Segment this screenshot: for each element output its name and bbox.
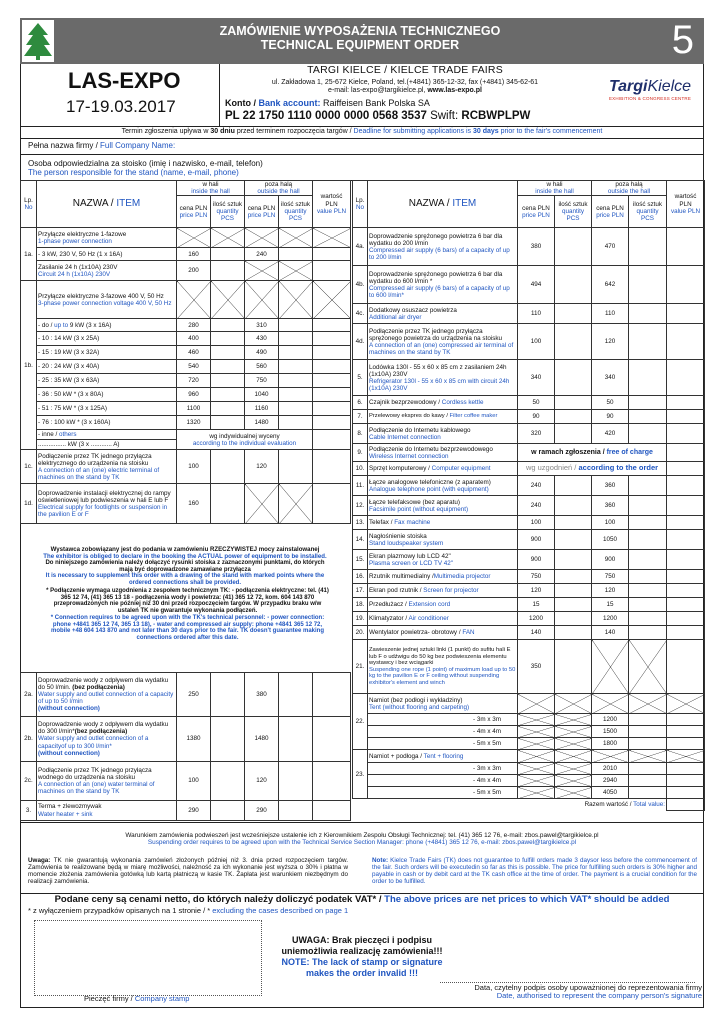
table-row: - 51 : 75 kW * (3 x 125A) 1100 1160: [21, 402, 351, 416]
logo-text-a: Targi: [608, 78, 648, 95]
col-price-out: cena PLN price PLN: [245, 196, 279, 228]
qty-input[interactable]: [555, 304, 592, 324]
col-qty-out: ilość sztuk quantity PCS: [279, 196, 313, 228]
stamp-warning: UWAGA: Brak pieczęci i podpisu uniemożliwia realizację zamówienia!!! NOTE: The lack of stamp or signature makes the order invalid !!!: [281, 935, 443, 978]
value-cell[interactable]: [667, 444, 705, 462]
table-row: - 76 : 100 kW * (3 x 160A) 1320 1480: [21, 416, 351, 430]
qty-input[interactable]: [279, 801, 313, 821]
qty-input[interactable]: [279, 360, 313, 374]
value-cell[interactable]: [313, 416, 351, 430]
value-cell[interactable]: [313, 762, 351, 801]
logo-text-b: Kielce: [647, 78, 692, 95]
form-header: [20, 18, 704, 64]
targi-logo: [600, 78, 700, 101]
table-row: 6. Czajnik bezprzewodowy / Cordless kettle 50 50: [353, 396, 705, 410]
table-row: 16. Rzutnik multimedialny /Multimedia projector 750 750: [353, 570, 705, 584]
qty-input[interactable]: [629, 612, 667, 626]
value-cell[interactable]: [667, 228, 705, 266]
table-row: - 5m x 5m 1800: [353, 738, 705, 750]
qty-input[interactable]: [629, 775, 667, 787]
event-dates: 17-19.03.2017: [66, 97, 176, 116]
table-row: 21. Zawieszenie jednej sztuki linki (1 punkt) do sufitu hali E lub F o udźwigu do 50 kg bez podwieszenia elementu wystawcy i bez wciągarki Suspending one rope (1 point) of maximum load up to 50 kg to the pavilion E or F ceiling without suspending exhibitor's element and winch 350: [353, 640, 705, 694]
col-value: wartość PLN value PLN: [313, 181, 351, 228]
qty-input[interactable]: [279, 450, 313, 484]
col-price-in: cena PLN price PLN: [177, 196, 211, 228]
value-cell[interactable]: [667, 304, 705, 324]
col-inside: w hali inside the hall: [177, 181, 245, 196]
value-cell[interactable]: [667, 324, 705, 360]
table-row: 4d. Podłączenie przez TK jednego przyłącza sprężonego powietrza do urządzenia na stoisku A connection of an (one) compressed air terminal of machines on the stand by TK 100 120: [353, 324, 705, 360]
qty-input[interactable]: [629, 738, 667, 750]
qty-input[interactable]: [555, 530, 592, 550]
value-cell[interactable]: [667, 410, 705, 424]
swift-code: RCBWPLPW: [461, 110, 531, 122]
table-row: 4a. Doprowadzenie sprężonego powietrza 6 bar dla wydatku do 200 l/min Compressed air supply (6 bars) of a capacity of up to 200 l/min 380 470: [353, 228, 705, 266]
qty-input[interactable]: [629, 530, 667, 550]
table-row: - 3 kW, 230 V, 50 Hz (1 x 16A) 160 240: [21, 248, 351, 261]
qty-input[interactable]: [211, 402, 245, 416]
value-cell[interactable]: [667, 266, 705, 304]
qty-input[interactable]: [211, 261, 245, 281]
table-row: 1b. Przyłącze elektryczne 3-fazowe 400 V, 50 Hz 3-phase power connection voltage 400 V, 50 Hz: [21, 281, 351, 319]
qty-input[interactable]: [555, 612, 592, 626]
form-number: 5: [671, 18, 694, 62]
total-value-cell[interactable]: [667, 799, 705, 811]
table-row: 10. Sprzęt komputerowy / Computer equipment wg uzgodnień / according to the order: [353, 462, 705, 476]
qty-input[interactable]: [555, 410, 592, 424]
table-row: 8. Podłączenie do Internetu kablowego Cable Internet connection 320 420: [353, 424, 705, 444]
value-cell[interactable]: [313, 332, 351, 346]
value-cell[interactable]: [667, 598, 705, 612]
table-row: 17. Ekran pod rzutnik / Screen for projector 120 120: [353, 584, 705, 598]
qty-input[interactable]: [279, 248, 313, 261]
qty-input[interactable]: [211, 717, 245, 762]
value-cell[interactable]: [667, 714, 705, 726]
table-row: 20. Wentylator powietrza- obrotowy / FAN 140 140: [353, 626, 705, 640]
qty-input[interactable]: [629, 396, 667, 410]
qty-input[interactable]: [555, 550, 592, 570]
qty-input[interactable]: [629, 228, 667, 266]
value-cell[interactable]: [667, 626, 705, 640]
value-cell[interactable]: [667, 476, 705, 496]
table-row: 2a. Doprowadzenie wody z odpływem dla wydatku do 50 l/min. (bez podłączenia) Water supply and outlet connection of a capacity of up to 50 l/min (without connection) 250 380: [21, 673, 351, 717]
table-row: 7. Przelewowy ekspres do kawy / Filter coffee maker 90 90: [353, 410, 705, 424]
company-name-field[interactable]: Pełna nazwa firmy / Full Company Name:: [28, 141, 176, 150]
col-outside: poza halą outside the hall: [245, 181, 313, 196]
suspension-note: Warunkiem zamówienia podwieszeń jest wcześniejsze ustalenie ich z Kierownikiem Zespołu Obsługi Technicznej: tel. (41) 365 12 76, e-mail: zbos.pawel@targikielce.pl Suspending order requires to be agreed upon with the Technical Service Section Manager: phone (+4841) 365 12 76, e-mail: zbos.pawel@targikielce.pl: [125, 832, 599, 847]
tree-logo: [22, 20, 54, 62]
qty-input[interactable]: [211, 319, 245, 332]
qty-input[interactable]: [555, 626, 592, 640]
table-row: 18. Przedłużacz / Extension cord 15 15: [353, 598, 705, 612]
value-cell[interactable]: [667, 775, 705, 787]
value-cell[interactable]: [313, 346, 351, 360]
qty-input[interactable]: [279, 402, 313, 416]
table-row: - 15 : 19 kW (3 x 32A) 460 490: [21, 346, 351, 360]
value-cell[interactable]: [313, 360, 351, 374]
table-row: 13. Telefax / Fax machine 100 100: [353, 516, 705, 530]
table-row: 1a. Przyłącze elektryczne 1-fazowe 1-phase power connection: [21, 228, 351, 248]
qty-input[interactable]: [211, 332, 245, 346]
other-power-input[interactable]: ................ kW (3 x ............ A): [37, 440, 177, 450]
bank-label-pl: Konto /: [225, 98, 259, 108]
qty-input[interactable]: [211, 248, 245, 261]
col-qty-in: ilość sztuk quantity PCS: [211, 196, 245, 228]
table-row: 2b. Doprowadzenie wody z odpływem dla wydatku do 300 l/min*(bez podłączenia) Water supply and outlet connection of a capacityof up to 300 l/min* (without connection) 1380 1480: [21, 717, 351, 762]
org-name: TARGI KIELCE / KIELCE TRADE FAIRS: [307, 64, 503, 76]
value-cell[interactable]: [667, 530, 705, 550]
qty-input[interactable]: [629, 714, 667, 726]
table-row: 5. Lodówka 130l - 55 x 60 x 85 cm z zasilaniem 24h (1x10A) 230V Refrigerator 130l - 55 x 60 x 85 cm with circuit 24h (1x10A) 230V 340 340: [353, 360, 705, 396]
value-cell[interactable]: [667, 612, 705, 626]
value-cell[interactable]: [313, 402, 351, 416]
bank-label-en: Bank account:: [258, 98, 321, 108]
org-email: e-mail: las-expo@targikielce.pl,: [328, 86, 428, 94]
qty-input[interactable]: [279, 374, 313, 388]
qty-input[interactable]: [629, 726, 667, 738]
value-cell[interactable]: [313, 450, 351, 484]
qty-input[interactable]: [629, 516, 667, 530]
logo-tagline: EXHIBITION & CONGRESS CENTRE: [608, 95, 692, 101]
table-row: 11. Łącze analogowe telefoniczne (z aparatem) Analogue telephone point (with equipment) 240 360: [353, 476, 705, 496]
table-row: 1d. Doprowadzenie instalacji elektrycznej do rampy oświetleniowej lub podwieszenia w hali E lub F Electrical supply for footlights or suspension in the pavilion E or F 160: [21, 484, 351, 524]
value-cell[interactable]: [313, 430, 351, 450]
value-cell[interactable]: [313, 673, 351, 717]
qty-input[interactable]: [555, 516, 592, 530]
left-water-table: [20, 672, 351, 821]
qty-input[interactable]: [555, 396, 592, 410]
value-cell[interactable]: [667, 550, 705, 570]
table-row: 4c. Dodatkowy osuszacz powietrza Additional air dryer 110 110: [353, 304, 705, 324]
table-row: - 25 : 35 kW (3 x 63A) 720 750: [21, 374, 351, 388]
table-row: - 5m x 5m 4050: [353, 787, 705, 799]
qty-input[interactable]: [279, 762, 313, 801]
qty-input[interactable]: [629, 584, 667, 598]
qty-input[interactable]: [211, 388, 245, 402]
left-items-table: [20, 180, 351, 524]
right-items-table: Lp. No NAZWA / ITEM w hali inside the hall poza halą outside the hall wartość PLN value PLN cena PLN price PLN ilość sztuk quantity PCS cena PLN price PLN ilość sztuk quantity PCS 4a. Doprowadzenie sprężonego powietrza 6 bar dla wydatku do 200 l/min Compressed air supply (6 bars) of a capacity of up to 200 l/min 380 470 4b. Doprowadzenie sprężonego powietrza 6 bar dla wydatku do 600 l/min * Compressed air supply (6 bars) of a capacity of up to 600 l/min* 494 642 4c. Dodatkowy osuszacz powietrza Additional air dryer 110 110 4d. Podłączenie przez TK jednego przyłącza sprężonego powietrza do urządzenia na stoisku A connection of an (one) compressed air terminal of machines on the stand by TK 100 120 5. Lodówka 130l - 55 x 60 x 85 cm z zasilaniem 24h (1x10A) 230V Refrigerator 130l - 55 x 60 x 85 cm with circuit 24h (1x10A) 230V 340 340 6. Czajnik bezprzewodowy / Cordless kettle 50 50 7. Przelewowy ekspres do kawy / Filter coffee maker 90 90 8. Podłączenie do Internetu kablowego Cable Internet connection 320 420 9. Podłączenie do Internetu bezprzewodowego Wireless Internet connection w ramach zgłoszenia / free of charge 10. Sprzęt komputerowy / Computer equipment wg uzgodnień / according to the order 11. Łącze analogowe telefoniczne (z aparatem) Analogue telephone point (with equipment) 240 360 12. Łącze telefaksowe (bez aparatu) Facsimile point (without equipment) 240 360 13. Telefax / Fax machine 100 100 14. Nagłośnienie stoiska Stand loudspeaker system 900 1050 15. Ekran plazmowy lub LCD 42" Plasma screen or LCD TV 42" 900 900 16. Rzutnik multimedialny /Multimedia projector 750 750 17. Ekran pod rzutnik / Screen for projector 120 120 18. Przedłużacz / Extension cord 15 15 19. Klimatyzator / Air conditioner 1200 1200 20. Wentylator powietrza- obrotowy / FAN 140 140 21. Zawieszenie jednej sztuki linki (1 punkt) do sufitu hali E lub F o udźwigu do 50 kg bez podwieszenia elementu wystawcy i bez wciągarki Suspending one rope (1 point) of maximum load up to 50 kg to the pavilion E or F ceiling without suspending exhibitor's element and winch 350 22. Namiot (bez podłogi i wykładziny) Tent (without flooring and carpeting) - 3m x 3m 1200 - 4m x 4m 1500 - 5m x 5m 1800 23. Namiot + podłoga / Tent + flooring - 3m x 3m 2010 - 4m x 4m 2940 - 5m x 5m 4050 Razem wartość / Total value:: [352, 180, 705, 811]
qty-input[interactable]: [279, 388, 313, 402]
value-cell[interactable]: [313, 261, 351, 281]
title-pl: ZAMÓWIENIE WYPOSAŻENIA TECHNICZNEGO: [219, 24, 501, 38]
table-row: Zasilanie 24 h (1x10A) 230V Circuit 24 h (1x10A) 230V 200: [21, 261, 351, 281]
table-row: - 3m x 3m 2010: [353, 763, 705, 775]
qty-input[interactable]: [629, 787, 667, 799]
org-address: ul. Zakładowa 1, 25-672 Kielce, Poland, tel.(+4841) 365-12-32, fax (+4841) 345-62-61: [271, 78, 539, 86]
qty-input[interactable]: [629, 496, 667, 516]
table-row: - 20 : 24 kW (3 x 40A) 540 560: [21, 360, 351, 374]
org-www-link[interactable]: www.las-expo.pl: [427, 86, 482, 94]
table-row: 14. Nagłośnienie stoiska Stand loudspeaker system 900 1050: [353, 530, 705, 550]
value-cell[interactable]: [667, 763, 705, 775]
form-title: [140, 24, 580, 52]
qty-input[interactable]: [629, 304, 667, 324]
drawing-note: Do niniejszego zamówienia należy dołączyć rysunki stoiska z zaznaczonymi punktami, do których mają być doprowadzone zamawiane przyłącza It is necessary to supplement this order with a drawing of the stand with marked points where the ordered connections shall be provided.: [45, 560, 325, 587]
qty-input[interactable]: [555, 496, 592, 516]
table-row: 1c. Podłączenie przez TK jednego przyłącza elektrycznego do urządzenia na stoisku A connection of an (one) electric terminal of machines on the stand by TK 100 120: [21, 450, 351, 484]
late-order-note-pl: Uwaga: TK nie gwarantują wykonania zamówień złożonych później niż 3. dnia przed rozpoczęciem targów. Zamówienia te realizowane będą w miarę możliwości, należność za ich wykonanie jest wyższa o 30% i płatna w momencie złożenia zamówienia gotówką lub kartą płatniczą w kasie TK. Zapłata jest warunkiem niezbędnym do realizacji zamówienia.: [28, 857, 348, 886]
qty-input[interactable]: [629, 424, 667, 444]
table-row: 12. Łącze telefaksowe (bez aparatu) Facsimile point (without equipment) 240 360: [353, 496, 705, 516]
vat-exclusion: * z wyłączeniem przypadków opisanych na 1 stronie / * excluding the cases described on page 1: [28, 906, 349, 915]
value-cell[interactable]: [667, 396, 705, 410]
qty-input[interactable]: [211, 374, 245, 388]
bank-number: PL 22 1750 1110 0000 0000 0568 3537: [225, 110, 427, 122]
value-cell[interactable]: [667, 516, 705, 530]
value-cell[interactable]: [313, 374, 351, 388]
value-cell[interactable]: [667, 424, 705, 444]
value-cell[interactable]: [667, 738, 705, 750]
qty-input[interactable]: [629, 626, 667, 640]
table-row: - 3m x 3m 1200: [353, 714, 705, 726]
vat-note: Podane ceny są cenami netto, do których należy doliczyć podatek VAT* / The above prices are net prices to which VAT* should be added: [54, 894, 670, 905]
table-row: 19. Klimatyzator / Air conditioner 1200 1200: [353, 612, 705, 626]
qty-input[interactable]: [279, 346, 313, 360]
table-row: 22. Namiot (bez podłogi i wykładziny) Tent (without flooring and carpeting): [353, 694, 705, 714]
qty-input[interactable]: [629, 550, 667, 570]
qty-input[interactable]: [629, 763, 667, 775]
value-cell[interactable]: [313, 717, 351, 762]
value-cell[interactable]: [313, 248, 351, 261]
value-cell[interactable]: [667, 360, 705, 396]
qty-input[interactable]: [555, 360, 592, 396]
tree-icon: [22, 20, 54, 62]
value-cell[interactable]: [313, 484, 351, 524]
bank-name: Raiffeisen Bank Polska SA: [320, 98, 430, 108]
col-lp: Lp. No: [21, 181, 37, 228]
qty-input[interactable]: [211, 762, 245, 801]
qty-input[interactable]: [279, 319, 313, 332]
late-order-note-en: Note: Kielce Trade Fairs (TK) does not guarantee to fulfill orders made 3 daysor less before the commencement of the fair. Such orders will be executedin so far as this is possible. The price for fulfilling such orders is 30% higher and payable in cash or by debit card at the TK cash office at the time of order. The payment is a crucial condition for the order to be fulfilled.: [372, 857, 697, 886]
qty-input[interactable]: [555, 584, 592, 598]
qty-input[interactable]: [211, 450, 245, 484]
qty-input[interactable]: [211, 801, 245, 821]
company-stamp-box[interactable]: [34, 920, 262, 996]
table-row: 4b. Doprowadzenie sprężonego powietrza 6 bar dla wydatku do 600 l/min * Compressed air supply (6 bars) of a capacity of up to 600 l/min* 494 642: [353, 266, 705, 304]
company-stamp-label: Pieczęć firmy / Company stamp: [84, 994, 190, 1003]
qty-input[interactable]: [629, 410, 667, 424]
event-box: [20, 64, 220, 126]
qty-input[interactable]: [555, 424, 592, 444]
value-cell[interactable]: [667, 584, 705, 598]
value-cell[interactable]: [313, 388, 351, 402]
table-row: 3. Terma + zlewozmywak Water heater + sink 290 290: [21, 801, 351, 821]
value-cell[interactable]: [313, 801, 351, 821]
qty-input[interactable]: [555, 598, 592, 612]
qty-input[interactable]: [279, 673, 313, 717]
qty-input[interactable]: [211, 673, 245, 717]
qty-input[interactable]: [629, 476, 667, 496]
table-row: - do / up to 9 kW (3 x 16A) 280 310: [21, 319, 351, 332]
value-cell[interactable]: [667, 787, 705, 799]
deadline-line: Termin zgłoszenia upływa w 30 dniu przed terminem rozpoczęcia targów / Deadline for submitting applications is 30 days prior to the fair's commencement: [121, 128, 603, 135]
table-row: 2c. Podłączenie przez TK jednego przyłącza wodnego do urządzenia na stoisku A connection of an (one) water terminal of machines on the stand by TK 100 120: [21, 762, 351, 801]
col-name: NAZWA / ITEM: [37, 181, 177, 228]
table-row: 23. Namiot + podłoga / Tent + flooring: [353, 750, 705, 763]
table-row: - 4m x 4m 2940: [353, 775, 705, 787]
qty-input[interactable]: [279, 416, 313, 430]
qty-input[interactable]: [211, 346, 245, 360]
qty-input[interactable]: [629, 324, 667, 360]
event-name: LAS-EXPO: [68, 68, 181, 93]
swift-label: Swift:: [426, 110, 462, 122]
qty-input[interactable]: [629, 266, 667, 304]
bank-number-line: [225, 110, 530, 123]
qty-input[interactable]: [211, 416, 245, 430]
table-row: - inne / others wg indywidualnej wyceny according to the individual evaluation: [21, 430, 351, 440]
qty-input[interactable]: [279, 332, 313, 346]
qty-input[interactable]: [555, 640, 592, 694]
value-cell[interactable]: [667, 496, 705, 516]
signature-label: Data, czytelny podpis osoby upoważnionej do reprezentowania firmy Date, authorised to represent the company person's signature: [474, 983, 702, 1001]
table-row: - 36 : 50 kW * (3 x 80A) 960 1040: [21, 388, 351, 402]
value-cell[interactable]: [313, 319, 351, 332]
table-row: 9. Podłączenie do Internetu bezprzewodowego Wireless Internet connection w ramach zgłoszenia / free of charge: [353, 444, 705, 462]
org-box: [225, 65, 585, 94]
qty-input[interactable]: [629, 570, 667, 584]
qty-input[interactable]: [629, 360, 667, 396]
bank-line: [225, 98, 430, 108]
power-note: Wystawca zobowiązany jest do podania w zamówieniu RZECZYWISTEJ mocy zainstalowanej The exhibitor is obliged to declare in the booking the ACTUAL power of equipment to be installed.: [43, 546, 327, 560]
table-row: - 4m x 4m 1500: [353, 726, 705, 738]
qty-input[interactable]: [555, 228, 592, 266]
qty-input[interactable]: [555, 476, 592, 496]
qty-input[interactable]: [211, 360, 245, 374]
qty-input[interactable]: [555, 570, 592, 584]
qty-input[interactable]: [279, 717, 313, 762]
qty-input[interactable]: [555, 266, 592, 304]
connection-note: * Podłączenie wymaga uzgodnienia z zespołem technicznym TK: - podłączenia elektryczne: tel. (41) 365 12 74, (41) 365 13 18 - podłączenia wody i powietrza: (41) 365 12 72, kom. 604 143 870 przeprowadzonych nie później niż 30 dni przed rozpoczęciem targów. W przypadku braku w/w ustaleń TK nie gwarantuje wykonania podłączeń. * Connection requires to be agreed upon with the TK's technical personnel: - power connection: phone +4841 365 12 74, 365 13 18), - water and compressed air supply: phone +4841 365 12 72, mobile +48 604 143 870 and not later than 30 days prior to the fair. TK doesn't guarantee making connections ordered after this date.: [46, 588, 329, 642]
value-cell[interactable]: [667, 462, 705, 476]
table-row: 15. Ekran plazmowy lub LCD 42" Plasma screen or LCD TV 42" 900 900: [353, 550, 705, 570]
value-cell[interactable]: [667, 726, 705, 738]
title-en: TECHNICAL EQUIPMENT ORDER: [260, 38, 460, 52]
qty-input[interactable]: [629, 598, 667, 612]
value-cell[interactable]: [667, 570, 705, 584]
qty-input[interactable]: [555, 324, 592, 360]
value-cell[interactable]: [667, 640, 705, 694]
total-row: Razem wartość / Total value:: [353, 799, 705, 811]
responsible-person-field[interactable]: Osoba odpowiedzialna za stoisko (imię i nazwisko, e-mail, telefon) The person responsible for the stand (name, e-mail, phone): [28, 159, 263, 177]
qty-input[interactable]: [211, 484, 245, 524]
table-row: - 10 : 14 kW (3 x 25A) 400 430: [21, 332, 351, 346]
